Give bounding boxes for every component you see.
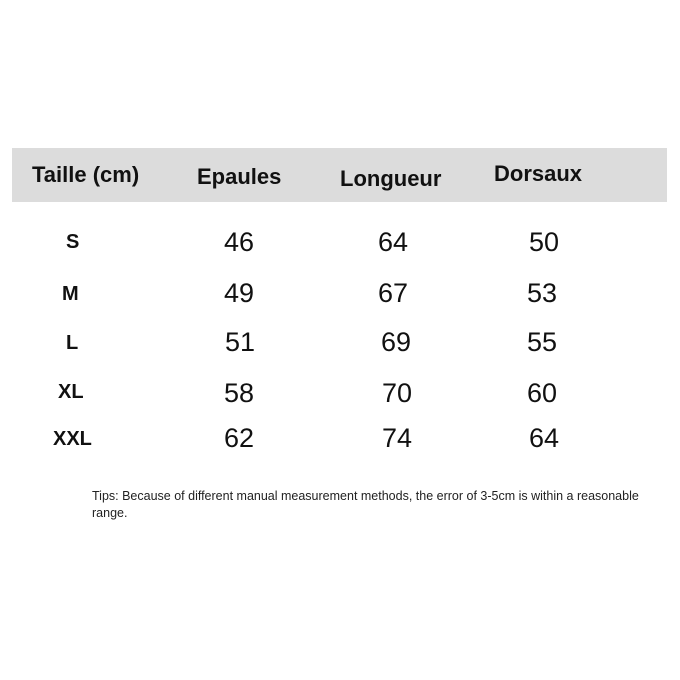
dorsaux-value: 64 — [529, 423, 560, 453]
size-label: L — [66, 332, 79, 354]
longueur-value: 69 — [381, 327, 412, 357]
header-epaules: Epaules — [197, 164, 282, 189]
header-dorsaux: Dorsaux — [494, 161, 583, 186]
epaules-value: 62 — [224, 423, 255, 453]
dorsaux-value: 50 — [529, 227, 560, 257]
epaules-value: 46 — [224, 227, 255, 257]
longueur-value: 67 — [378, 278, 409, 308]
epaules-value: 51 — [225, 327, 256, 357]
size-label: S — [66, 231, 80, 253]
longueur-value: 64 — [378, 227, 409, 257]
dorsaux-value: 60 — [527, 378, 558, 408]
header-taille: Taille (cm) — [32, 162, 140, 187]
dorsaux-value: 53 — [527, 278, 558, 308]
longueur-value: 74 — [382, 423, 413, 453]
size-label: XXL — [53, 428, 92, 450]
epaules-value: 49 — [224, 278, 255, 308]
size-label: XL — [58, 381, 84, 403]
size-label: M — [62, 283, 79, 305]
header-longueur: Longueur — [340, 166, 442, 191]
dorsaux-value: 55 — [527, 327, 558, 357]
epaules-value: 58 — [224, 378, 255, 408]
measurement-tips: Tips: Because of different manual measurement methods, the error of 3-5cm is within a reasonable range. — [92, 489, 639, 520]
longueur-value: 70 — [382, 378, 413, 408]
